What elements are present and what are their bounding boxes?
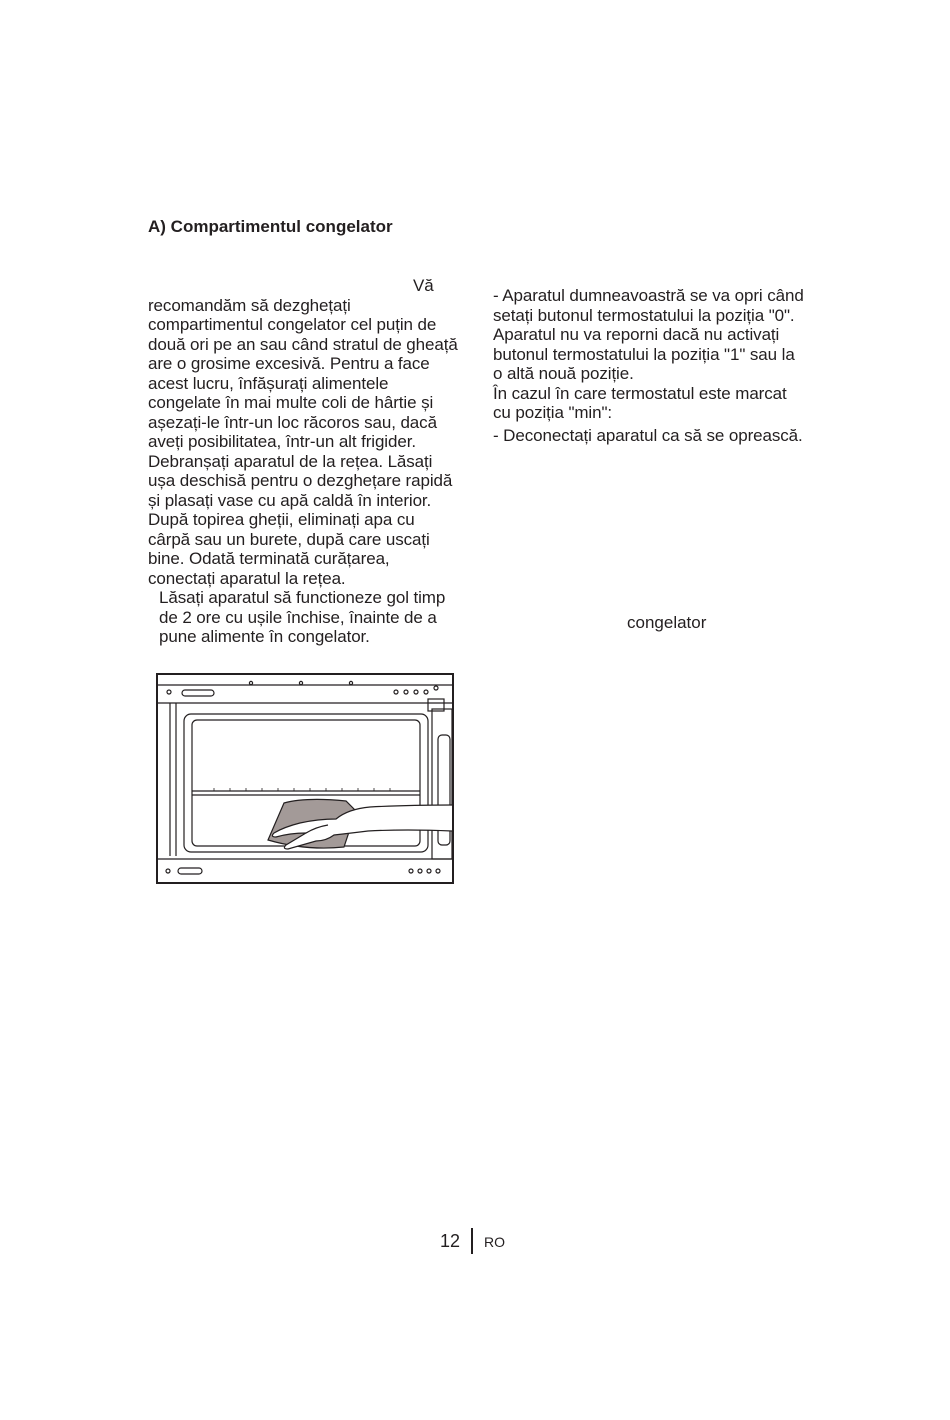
freezer-cleaning-illustration bbox=[156, 673, 454, 884]
post-defrost-note: Lăsați aparatul să functioneze gol timp de 2 ore cu ușile închise, înainte de a pune alimente în congelator. bbox=[159, 588, 446, 646]
freezer-label: congelator bbox=[627, 613, 707, 632]
thermostat-zero-note: - Aparatul dumneavoastră se va opri când setați butonul termostatului la poziția "0". Aparatul nu va reporni dacă nu activați butonul termostatului la poziția "1" sau la o altă nouă poziție. bbox=[493, 286, 804, 383]
right-column bbox=[493, 286, 808, 445]
defrost-instructions: recomandăm să dezghețați compartimentul congelator cel puțin de două ori pe an sau când stratul de gheață are o grosime excesivă. Pentru a face acest lucru, înfășurați alimentele congelate în mai multe coli de hârtie și așezați-le într-un loc răcoros sau, dacă aveți posibilitatea, într-un alt frigider. Debranșați aparatul de la rețea. Lăsați ușa deschisă pentru o dezghețare rapidă și plasați vase cu apă caldă în interior. După topirea gheții, eliminați apa cu cârpă sau un burete, după care uscați bine. Odată terminată curățarea, conectați aparatul la rețea. bbox=[148, 295, 458, 588]
left-column bbox=[148, 276, 460, 647]
language-code: RO bbox=[484, 1234, 505, 1250]
unplug-note: - Deconectați aparatul ca să se oprească. bbox=[493, 425, 803, 445]
page-number: 12 bbox=[440, 1231, 461, 1251]
thermostat-min-note: În cazul în care termostatul este marcat cu poziția "min": bbox=[493, 383, 787, 422]
section-heading: A) Compartimentul congelator bbox=[148, 217, 393, 236]
lead-word: Vă bbox=[413, 276, 434, 295]
footer-divider bbox=[471, 1228, 473, 1254]
